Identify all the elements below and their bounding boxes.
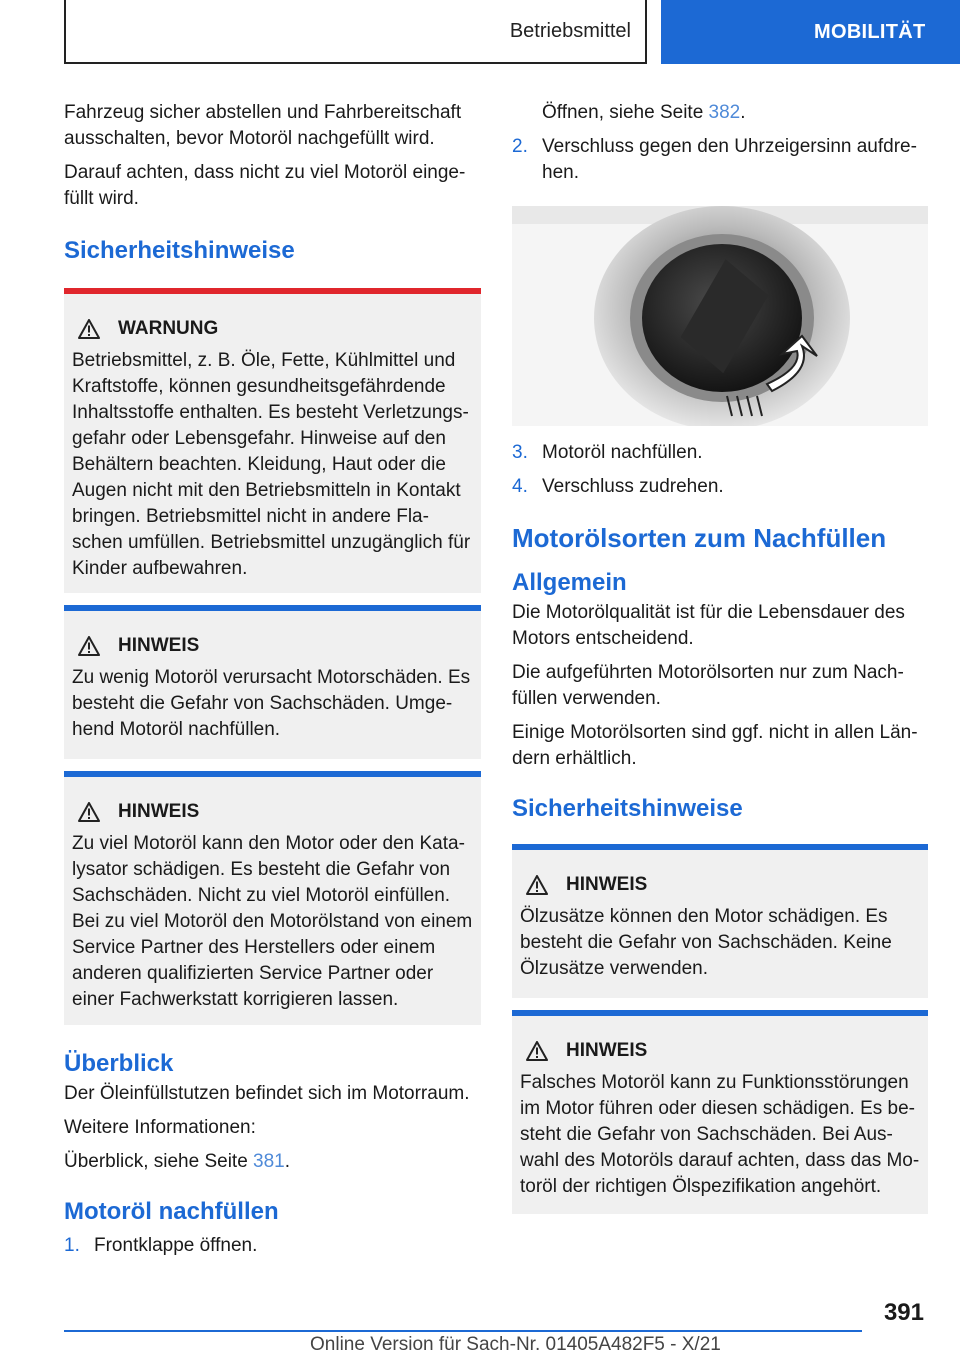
warning-title-label: WARNUNG: [118, 318, 219, 339]
warning-text: Betriebsmittel, z. B. Öle, Fette, Kühlmittel und Kraftstoffe, können gesundheitsgefährdende Inhaltsstoffe enthalten. Es besteht Verletzungsgefahr oder Lebensgefahr. Hinweise auf den Behältern beachten. Kleidung, Haut oder die Augen nicht mit den Betriebsmitteln in Kontakt bringen. Betriebsmittel nicht in andere Flaschen umfüllen. Betriebsmittel unzugänglich für Kinder aufbewahren.: [72, 350, 471, 579]
warning-triangle-icon: [526, 875, 548, 895]
warning-box: [64, 288, 481, 593]
note-title-label: HINWEIS: [566, 1040, 648, 1061]
left-column: [64, 100, 481, 1267]
note-title: [520, 872, 920, 898]
note-title: [72, 799, 473, 825]
section-heading: Sicherheitshinweise: [512, 795, 743, 822]
list-item: [512, 474, 928, 500]
warning-triangle-icon: [78, 319, 100, 339]
page-number: 391: [883, 1299, 924, 1326]
section-heading: Motoröl nachfüllen: [64, 1198, 279, 1225]
section-heading: Motorölsorten zum Nachfüllen: [512, 523, 887, 553]
note-title-label: HINWEIS: [118, 801, 200, 822]
note-title-label: HINWEIS: [118, 635, 200, 656]
warning-triangle-icon: [78, 802, 100, 822]
section-heading: Sicherheitshinweise: [64, 237, 295, 264]
step-number: 1.: [64, 1235, 80, 1256]
oil-filler-cap-illustration: [512, 206, 928, 426]
step-number: 2.: [512, 136, 528, 157]
note-text: Falsches Motoröl kann zu Funktionsstörungen im Motor führen oder diesen schädigen. Es besteht die Gefahr von Sachschäden. Bei Auswahl des Motoröls darauf achten, dass das Motoröl der richtigen Ölspezifikation angehört.: [520, 1072, 920, 1197]
step-text: Frontklappe öffnen.: [94, 1235, 258, 1256]
note-box: [64, 605, 481, 759]
intro-paragraph-1: Fahrzeug sicher abstellen und Fahrbereitschaft ausschalten, bevor Motoröl nachgefüllt wird.: [64, 102, 462, 149]
note-box: [64, 771, 481, 1025]
warning-triangle-icon: [78, 636, 100, 656]
intro-paragraph-2: Darauf achten, dass nicht zu viel Motoröl eingefüllt wird.: [64, 162, 466, 209]
warning-title: [72, 316, 473, 342]
general-paragraph-3: Einige Motorölsorten sind ggf. nicht in allen Ländern erhältlich.: [512, 722, 918, 769]
header-section-label: Betriebsmittel: [509, 19, 631, 42]
overview-paragraph-3: Überblick, siehe Seite 381.: [64, 1151, 291, 1172]
step-continuation: Öffnen, siehe Seite 382.: [542, 102, 746, 123]
oil-cap-photo: [512, 206, 928, 426]
note-text: Zu viel Motoröl kann den Motor oder den Katalysator schädigen. Es besteht die Gefahr von Sachschäden. Nicht zu viel Motoröl einfüllen. Bei zu viel Motoröl den Motorölstand von einem Service Partner des Herstellers oder einem anderen qualifizierten Service Partner oder einer Fachwerkstatt korrigieren lassen.: [72, 833, 473, 1010]
list-item: [64, 1233, 481, 1259]
step-text: Motoröl nachfüllen.: [542, 442, 703, 463]
note-box: [512, 844, 928, 998]
list-item: [512, 440, 928, 466]
warning-triangle-icon: [526, 1041, 548, 1061]
step-number: 3.: [512, 442, 528, 463]
footer-divider: [64, 1330, 862, 1332]
right-column: [512, 100, 928, 1214]
overview-paragraph-2: Weitere Informationen:: [64, 1117, 256, 1138]
footer-version: Online Version für Sach-Nr. 01405A482F5 - X/21: [310, 1334, 721, 1355]
general-paragraph-1: Die Motorölqualität ist für die Lebensdauer des Motors entscheidend.: [512, 602, 905, 649]
step-text: Verschluss gegen den Uhrzeigersinn aufdrehen.: [542, 136, 917, 183]
note-text: Ölzusätze können den Motor schädigen. Es besteht die Gefahr von Sachschäden. Keine Ölzusätze verwenden.: [520, 906, 892, 979]
list-item: [512, 134, 928, 186]
note-title: [72, 633, 473, 659]
overview-paragraph-1: Der Öleinfüllstutzen befindet sich im Motorraum.: [64, 1083, 470, 1104]
header-section: [64, 0, 647, 64]
page-link-381[interactable]: 381: [253, 1151, 285, 1172]
section-heading: Überblick: [64, 1050, 174, 1077]
note-title: [520, 1038, 920, 1064]
note-title-label: HINWEIS: [566, 874, 648, 895]
general-paragraph-2: Die aufgeführten Motorölsorten nur zum Nachfüllen verwenden.: [512, 662, 904, 709]
page-link-382[interactable]: 382: [708, 102, 741, 123]
step-number: 4.: [512, 476, 528, 497]
header-chapter-tab[interactable]: [661, 0, 960, 64]
subsection-heading: Allgemein: [512, 569, 627, 596]
step-text: Verschluss zudrehen.: [542, 476, 724, 497]
note-text: Zu wenig Motoröl verursacht Motorschäden. Es besteht die Gefahr von Sachschäden. Umgehend Motoröl nachfüllen.: [72, 667, 471, 740]
note-box: [512, 1010, 928, 1214]
header-chapter-label: MOBILITÄT: [814, 20, 926, 43]
